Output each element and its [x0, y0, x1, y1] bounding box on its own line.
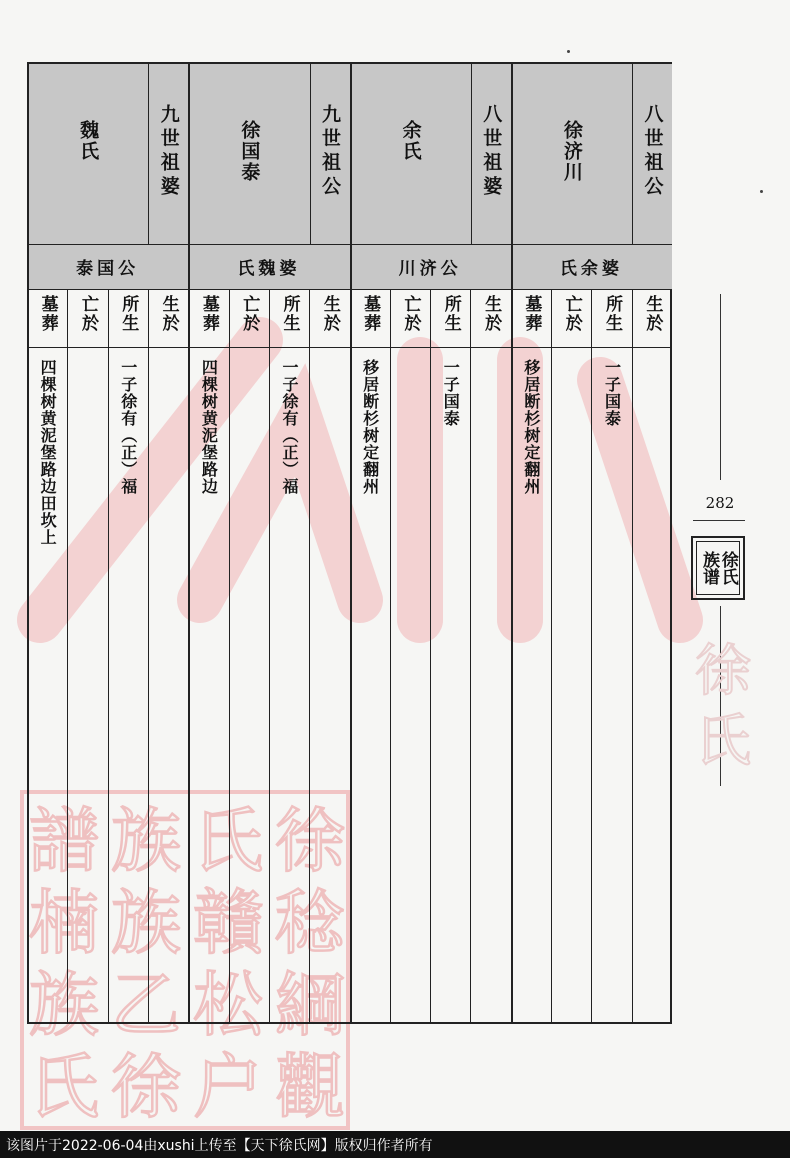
upload-notice-bar [0, 1131, 790, 1158]
header-divider [148, 64, 149, 244]
ancestor-name-text: 魏氏 [77, 120, 100, 162]
field-value-text: 一子国泰 [602, 359, 622, 427]
seal-character: 綱 [275, 964, 345, 1046]
field-label-text: 所生 [118, 295, 139, 333]
ancestor-name-text: 余氏 [399, 120, 422, 162]
field-label-tomb [350, 295, 390, 347]
spouse-header [350, 244, 511, 289]
ancestor-name [511, 120, 632, 244]
generation-title [632, 104, 672, 244]
field-value-birthplace [269, 359, 309, 1018]
field-label-text: 亡於 [77, 295, 98, 333]
field-value-tomb [511, 359, 551, 1018]
field-label-text: 生於 [158, 295, 179, 333]
column-divider [470, 289, 471, 1022]
column-divider [551, 289, 552, 1022]
field-label-text: 墓葬 [360, 295, 381, 333]
field-label-text: 所生 [279, 295, 300, 333]
field-value-died [390, 359, 430, 1018]
seal-character: 贛 [193, 882, 263, 964]
column-divider [632, 289, 633, 1022]
group-divider [188, 64, 190, 1022]
seal-character: 氏 [29, 1046, 99, 1128]
field-value-tomb [350, 359, 390, 1018]
field-value-born [148, 359, 188, 1018]
field-label-text: 墓葬 [521, 295, 542, 333]
field-label-birthplace [108, 295, 148, 347]
spouse-header-text: 川济公 [398, 259, 462, 279]
seal-character: 氏 [193, 800, 263, 882]
field-value-text: 一子徐有（正）福 [118, 359, 138, 495]
field-value-birthplace [591, 359, 631, 1018]
field-value-born [632, 359, 672, 1018]
speck [567, 50, 570, 53]
family-record-2 [350, 64, 511, 1022]
seal-character: 稔 [275, 882, 345, 964]
ancestor-name [350, 120, 471, 244]
page-number-rule [693, 520, 745, 521]
seal-character: 觀 [275, 1046, 345, 1128]
field-label-text: 亡於 [400, 295, 421, 333]
column-divider [148, 289, 149, 1022]
field-label-text: 所生 [440, 295, 461, 333]
field-label-born [632, 295, 672, 347]
generation-title-text: 八世祖公 [641, 104, 664, 200]
column-divider [108, 289, 109, 1022]
row-divider [511, 244, 672, 245]
field-label-text: 亡於 [561, 295, 582, 333]
field-label-died [229, 295, 269, 347]
ancestor-name-text: 徐济川 [560, 120, 583, 183]
header-divider [310, 64, 311, 244]
field-label-died [551, 295, 591, 347]
page-number: 282 [705, 494, 735, 512]
margin-rule-bottom [720, 606, 721, 786]
seal-character: 徐 [275, 800, 345, 882]
ancestor-name-text: 徐国泰 [238, 120, 261, 183]
spouse-header-text: 泰国公 [76, 259, 140, 279]
column-divider [67, 289, 68, 1022]
family-record-4 [27, 64, 188, 1022]
field-value-text: 一子国泰 [441, 359, 461, 427]
field-value-text: 四棵树黄泥堡路边 [199, 359, 219, 495]
field-label-text: 墓葬 [198, 295, 219, 333]
column-divider [229, 289, 230, 1022]
generation-title-text: 九世祖公 [319, 104, 341, 200]
field-value-text: 移居断杉树定翻州 [521, 359, 541, 495]
row-divider [188, 244, 349, 245]
ancestor-name [188, 120, 309, 244]
field-value-tomb [27, 359, 67, 1018]
field-label-birthplace [591, 295, 631, 347]
group-divider [27, 64, 29, 1022]
seal-character: 乙 [111, 964, 181, 1046]
generation-title [148, 104, 188, 244]
field-label-tomb [511, 295, 551, 347]
ancestor-name [27, 120, 148, 244]
field-label-text: 生於 [481, 295, 502, 333]
field-label-tomb [188, 295, 228, 347]
generation-title [471, 104, 511, 244]
field-label-died [390, 295, 430, 347]
field-value-died [229, 359, 269, 1018]
field-value-tomb [188, 359, 228, 1018]
field-label-text: 墓葬 [37, 295, 58, 333]
field-value-died [551, 359, 591, 1018]
seal-character: 族 [29, 964, 99, 1046]
field-label-birthplace [430, 295, 470, 347]
family-record-1 [511, 64, 672, 1022]
genealogy-table [27, 62, 672, 1024]
row-divider [350, 244, 511, 245]
field-label-born [148, 295, 188, 347]
spouse-header-text: 氏余婆 [559, 259, 623, 279]
seal-character: 楠 [29, 882, 99, 964]
column-divider [430, 289, 431, 1022]
speck [760, 190, 763, 193]
generation-title [310, 104, 350, 244]
spouse-header-text: 氏魏婆 [237, 259, 301, 279]
column-divider [309, 289, 310, 1022]
seal-character: 徐 [111, 1046, 181, 1128]
field-label-born [470, 295, 510, 347]
header-divider [632, 64, 633, 244]
book-label-line-2: 族谱 [699, 551, 719, 585]
book-label-line-1: 徐氏 [717, 551, 738, 585]
column-divider [390, 289, 391, 1022]
field-value-text: 一子徐有（正）福 [280, 359, 300, 495]
field-label-born [309, 295, 349, 347]
generation-title-text: 八世祖婆 [480, 104, 503, 200]
spouse-header [511, 244, 672, 289]
field-label-text: 生於 [642, 295, 663, 333]
generation-title-text: 九世祖婆 [157, 104, 180, 200]
row-divider [27, 244, 188, 245]
seal-character: 松 [193, 964, 263, 1046]
svg-text:氏: 氏 [695, 709, 751, 774]
upload-notice-text: 该图片于2022-06-04由xushi上传至【天下徐氏网】版权归作者所有 [6, 1137, 433, 1154]
spouse-header [188, 244, 349, 289]
seal-character: 譜 [29, 800, 99, 882]
column-divider [269, 289, 270, 1022]
field-label-died [67, 295, 107, 347]
column-divider [591, 289, 592, 1022]
field-value-text: 四棵树黄泥堡路边田坎上 [38, 359, 58, 546]
field-value-born [309, 359, 349, 1018]
field-label-text: 生於 [319, 295, 340, 333]
field-value-text: 移居断杉树定翻州 [360, 359, 380, 495]
family-record-3 [188, 64, 349, 1022]
book-title-label [691, 536, 745, 600]
group-divider [350, 64, 352, 1022]
field-label-birthplace [269, 295, 309, 347]
group-divider [511, 64, 513, 1022]
field-label-text: 所生 [602, 295, 623, 333]
field-value-birthplace [108, 359, 148, 1018]
field-value-died [67, 359, 107, 1018]
svg-text:徐: 徐 [695, 639, 751, 704]
field-label-tomb [27, 295, 67, 347]
field-value-born [470, 359, 510, 1018]
seal-character: 户 [193, 1046, 263, 1128]
seal-character: 族 [111, 882, 181, 964]
seal-character: 族 [111, 800, 181, 882]
field-label-text: 亡於 [239, 295, 260, 333]
spouse-header [27, 244, 188, 289]
header-divider [471, 64, 472, 244]
field-value-birthplace [430, 359, 470, 1018]
margin-rule-top [720, 294, 721, 480]
